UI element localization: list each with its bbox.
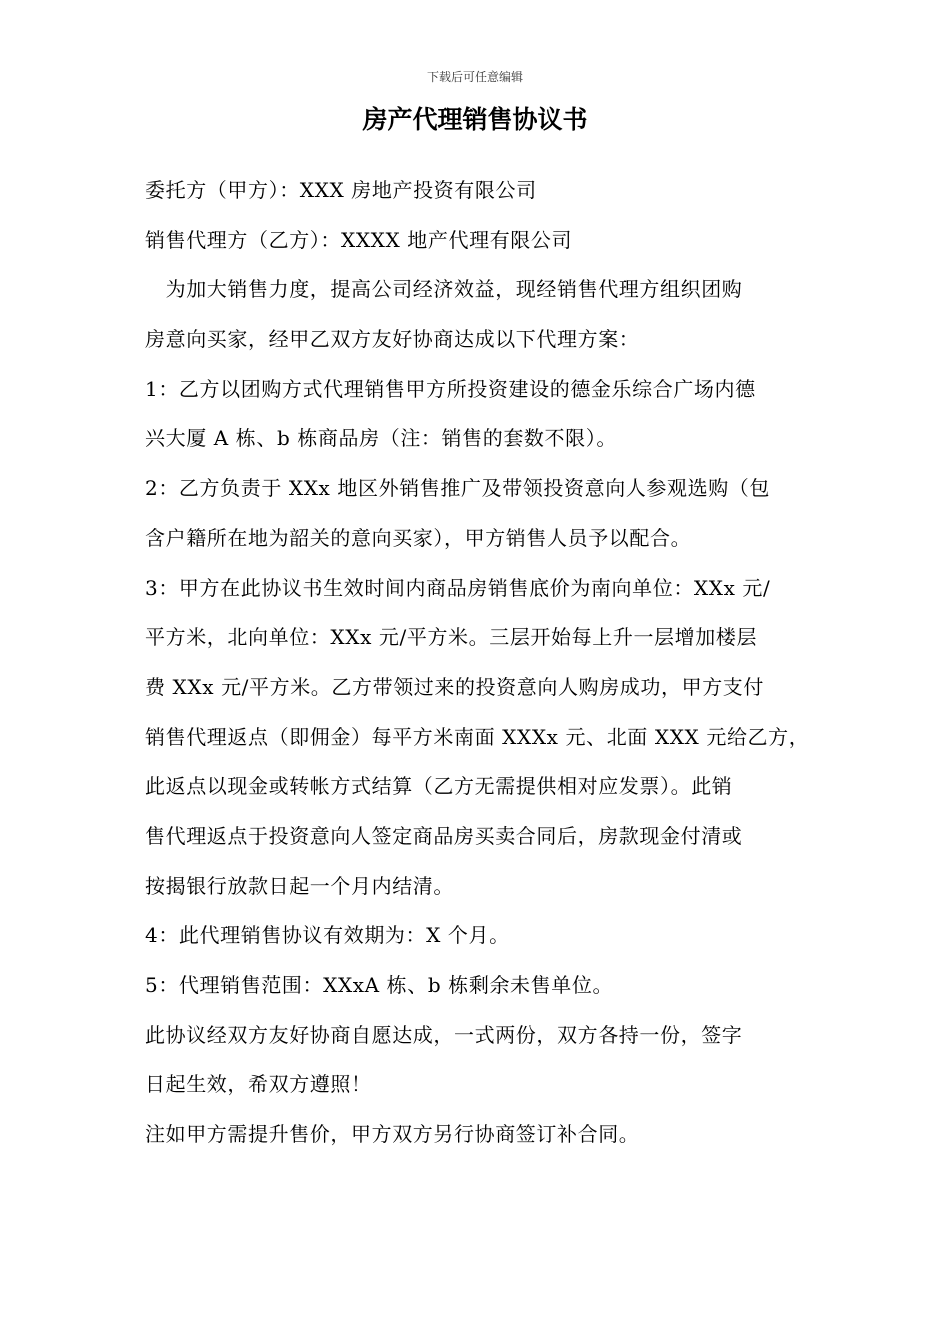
clause-3-line: 销售代理返点（即佣金）每平方米南面 XXXx 元、北面 XXX 元给乙方， [145, 724, 810, 749]
clause-4-line: 4：此代理销售协议有效期为：X 个月。 [145, 923, 510, 948]
clause-3-line: 费 XXx 元/平方米。乙方带领过来的投资意向人购房成功，甲方支付 [145, 674, 765, 699]
clause-1-line: 兴大厦 A 栋、b 栋商品房（注：销售的套数不限）。 [145, 426, 617, 451]
header-note: 下载后可任意编辑 [426, 70, 523, 84]
clause-3-line: 平方米，北向单位：XXx 元/平方米。三层开始每上升一层增加楼层 [145, 625, 758, 650]
clause-2-line: 2：乙方负责于 XXx 地区外销售推广及带领投资意向人参观选购（包 [145, 476, 770, 501]
clause-2-line: 含户籍所在地为韶关的意向买家），甲方销售人员予以配合。 [145, 525, 692, 550]
party-b-line: 销售代理方（乙方）：XXXX 地产代理有限公司 [145, 227, 573, 252]
intro-line: 房意向买家，经甲乙双方友好协商达成以下代理方案： [145, 327, 640, 352]
closing-line: 此协议经双方友好协商自愿达成，一式两份，双方各持一份，签字 [145, 1022, 743, 1047]
clause-3-line: 3：甲方在此协议书生效时间内商品房销售底价为南向单位：XXx 元/ [145, 575, 771, 600]
party-a-line: 委托方（甲方）：XXX 房地产投资有限公司 [145, 178, 537, 202]
document-body [145, 166, 825, 1160]
note-line: 注如甲方需提升售价，甲方双方另行协商签订补合同。 [145, 1122, 640, 1147]
clause-3-line: 售代理返点于投资意向人签定商品房买卖合同后，房款现金付清或 [145, 823, 743, 848]
clause-3-line: 按揭银行放款日起一个月内结清。 [145, 873, 454, 898]
clause-3-line: 此返点以现金或转帐方式结算（乙方无需提供相对应发票）。此销 [145, 774, 733, 799]
clause-1-line: 1：乙方以团购方式代理销售甲方所投资建设的德金乐综合广场内德 [145, 376, 756, 401]
intro-line: 为加大销售力度，提高公司经济效益，现经销售代理方组织团购 [145, 277, 743, 302]
document-title: 房产代理销售协议书 [362, 105, 588, 134]
clause-5-line: 5：代理销售范围：XXxA 栋、b 栋剩余未售单位。 [145, 973, 614, 997]
closing-line: 日起生效，希双方遵照！ [145, 1072, 372, 1097]
